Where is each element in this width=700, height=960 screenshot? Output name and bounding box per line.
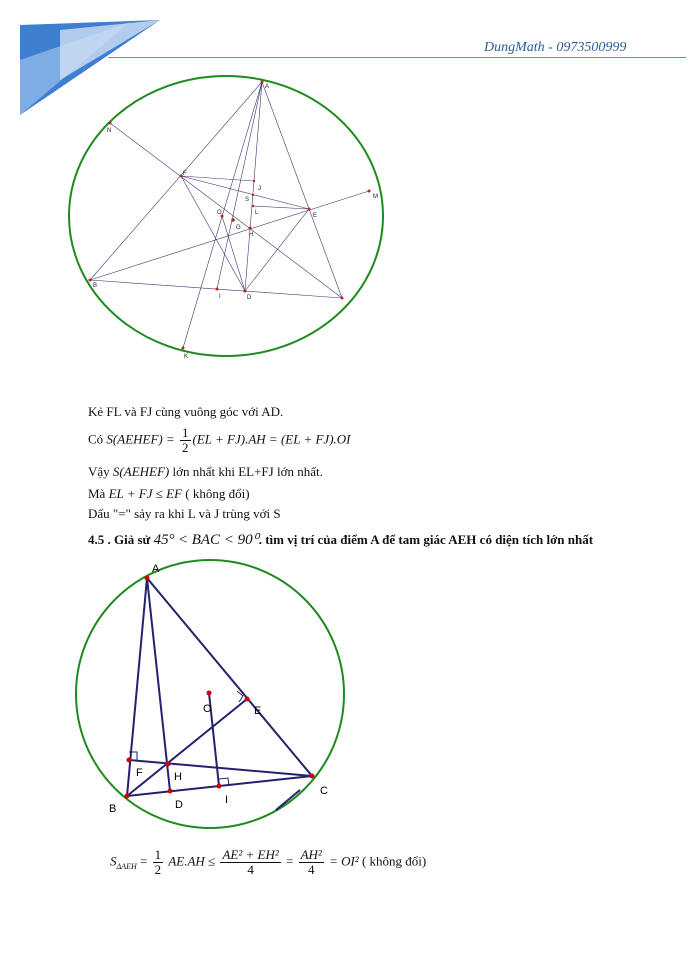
label-O: O [203, 703, 212, 715]
text: Mà [88, 486, 106, 501]
math: (EL + FJ).AH = (EL + FJ).OI [192, 431, 351, 447]
label-B: B [93, 283, 98, 289]
label-C: C [320, 785, 328, 797]
label-A: A [265, 84, 270, 90]
label-L: L [255, 210, 259, 216]
text-line-1: Kẻ FL và FJ cùng vuông góc với AD. [88, 404, 284, 419]
num: 1 [154, 847, 162, 862]
text: ( không đổi) [361, 853, 427, 869]
num: AE² + EH² [222, 847, 279, 862]
fraction [299, 848, 324, 877]
math: 45° [153, 532, 175, 548]
math: S(AEHEF) [112, 464, 170, 479]
den: 4 [307, 862, 315, 877]
math: S [110, 853, 117, 869]
math-sub: ΔAEH [116, 862, 137, 872]
den: 2 [154, 862, 162, 877]
label-D: D [247, 295, 252, 301]
text: ( không đổi) [185, 486, 250, 501]
label-E: E [313, 213, 318, 219]
fraction [220, 848, 280, 877]
num: 1 [182, 425, 189, 440]
heading-num: 4.5 . Giả sử [88, 532, 151, 547]
label-F: F [136, 767, 143, 779]
label-G: G [236, 225, 241, 231]
label-H: H [174, 771, 182, 783]
label-J: J [258, 186, 261, 192]
label-H: H [249, 232, 254, 238]
label-A: A [152, 563, 160, 575]
label-M: M [373, 194, 378, 200]
math: EL + FJ ≤ EF [108, 486, 183, 501]
header-text: DungMath - 0973500999 [484, 40, 627, 55]
label-F: F [183, 171, 187, 177]
math: AE.AH ≤ [168, 853, 216, 869]
num: AH² [300, 847, 322, 862]
label-I: I [219, 294, 221, 300]
den: 2 [182, 440, 189, 455]
label-D: D [175, 799, 183, 811]
label-O: O [217, 210, 222, 216]
text: Vậy [88, 464, 110, 479]
den: 4 [247, 862, 254, 877]
label-K: K [184, 354, 189, 360]
area-formula [110, 848, 426, 877]
math: = [140, 853, 148, 869]
math: S(AEHEF) = [106, 431, 175, 447]
text-line-5: Dấu "=" sảy ra khi L và J trùng với S [88, 506, 281, 521]
heading-rest: . tìm vị trí của điểm A để tam giác AEH có diện tích lớn nhất [258, 532, 594, 547]
math: < BAC < 90⁰ [177, 532, 259, 548]
text: Có [88, 431, 104, 447]
label-N: N [107, 128, 112, 134]
math: = [285, 853, 294, 869]
text: lớn nhất khi EL+FJ lớn nhất. [172, 464, 323, 479]
label-B: B [109, 803, 117, 815]
label-E: E [254, 705, 262, 717]
label-I: I [225, 794, 229, 806]
label-S: S [245, 197, 250, 203]
math: = OI² [329, 853, 359, 869]
fraction [153, 848, 164, 877]
